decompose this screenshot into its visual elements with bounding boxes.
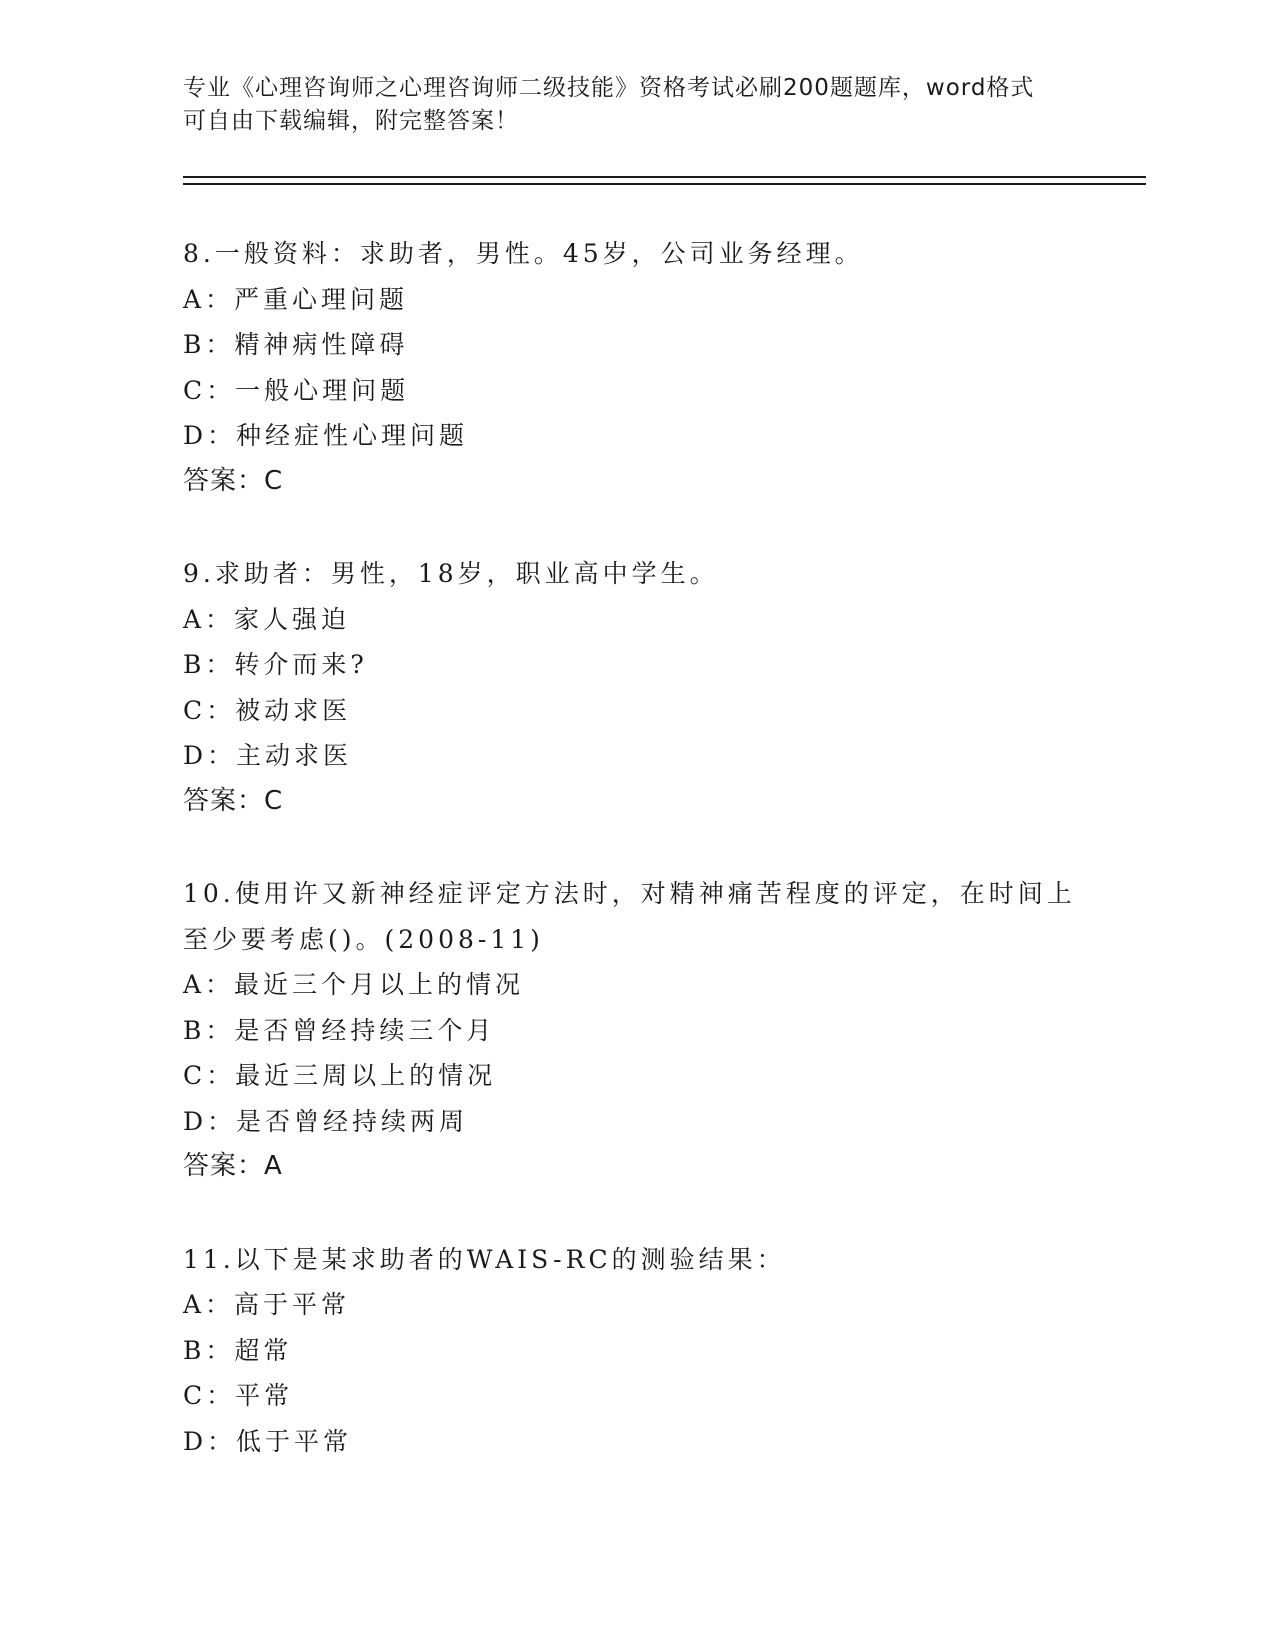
- option-d: D：主动求医: [183, 741, 353, 770]
- header-line-1: 专业《心理咨询师之心理咨询师二级技能》资格考试必刷200题题库，word格式: [183, 75, 1035, 101]
- option-d: D：种经症性心理问题: [183, 421, 469, 450]
- question-stem: [183, 551, 1083, 597]
- option-d: D：是否曾经持续两周: [183, 1106, 469, 1136]
- question-list: [183, 231, 1083, 1511]
- header-divider: [183, 176, 1146, 185]
- question-stem: [183, 871, 1083, 962]
- option-b: B：是否曾经持续三个月: [183, 1015, 496, 1045]
- question-11: [183, 1237, 1083, 1465]
- option-b: B：精神病性障碍: [183, 330, 409, 359]
- question-stem-line: 8.一般资料：求助者，男性。45岁，公司业务经理。: [183, 239, 864, 268]
- option-a: A：最近三个月以上的情况: [183, 970, 525, 999]
- option-c: C：最近三周以上的情况: [183, 1061, 497, 1090]
- answer: 答案：A: [183, 1151, 283, 1181]
- option-b: B：超常: [183, 1335, 293, 1365]
- option-c: C：一般心理问题: [183, 375, 410, 405]
- question-stem-line: 至少要考虑()。(2008-11): [183, 924, 544, 954]
- option-c: C：被动求医: [183, 695, 352, 725]
- header-line-2: 可自由下载编辑，附完整答案！: [183, 108, 519, 134]
- option-b: B：转介而来?: [183, 650, 368, 679]
- answer: 答案：C: [183, 465, 284, 496]
- option-a: A：严重心理问题: [183, 284, 409, 314]
- question-stem-line: 10.使用许又新神经症评定方法时，对精神痛苦程度的评定，在时间上: [183, 879, 1076, 908]
- option-d: D：低于平常: [183, 1426, 353, 1456]
- question-8: [183, 231, 1083, 504]
- question-9: [183, 551, 1083, 824]
- question-stem: [183, 231, 1083, 277]
- question-stem-line: 11.以下是某求助者的WAIS-RC的测验结果：: [183, 1244, 786, 1274]
- question-stem-line: 9.求助者：男性，18岁，职业高中学生。: [183, 559, 719, 588]
- question-stem: [183, 1237, 1083, 1283]
- document-header: [183, 72, 1083, 138]
- question-10: [183, 871, 1083, 1190]
- option-c: C：平常: [183, 1381, 294, 1410]
- option-a: A：高于平常: [183, 1290, 351, 1319]
- answer: 答案：C: [183, 785, 284, 816]
- option-a: A：家人强迫: [183, 604, 351, 634]
